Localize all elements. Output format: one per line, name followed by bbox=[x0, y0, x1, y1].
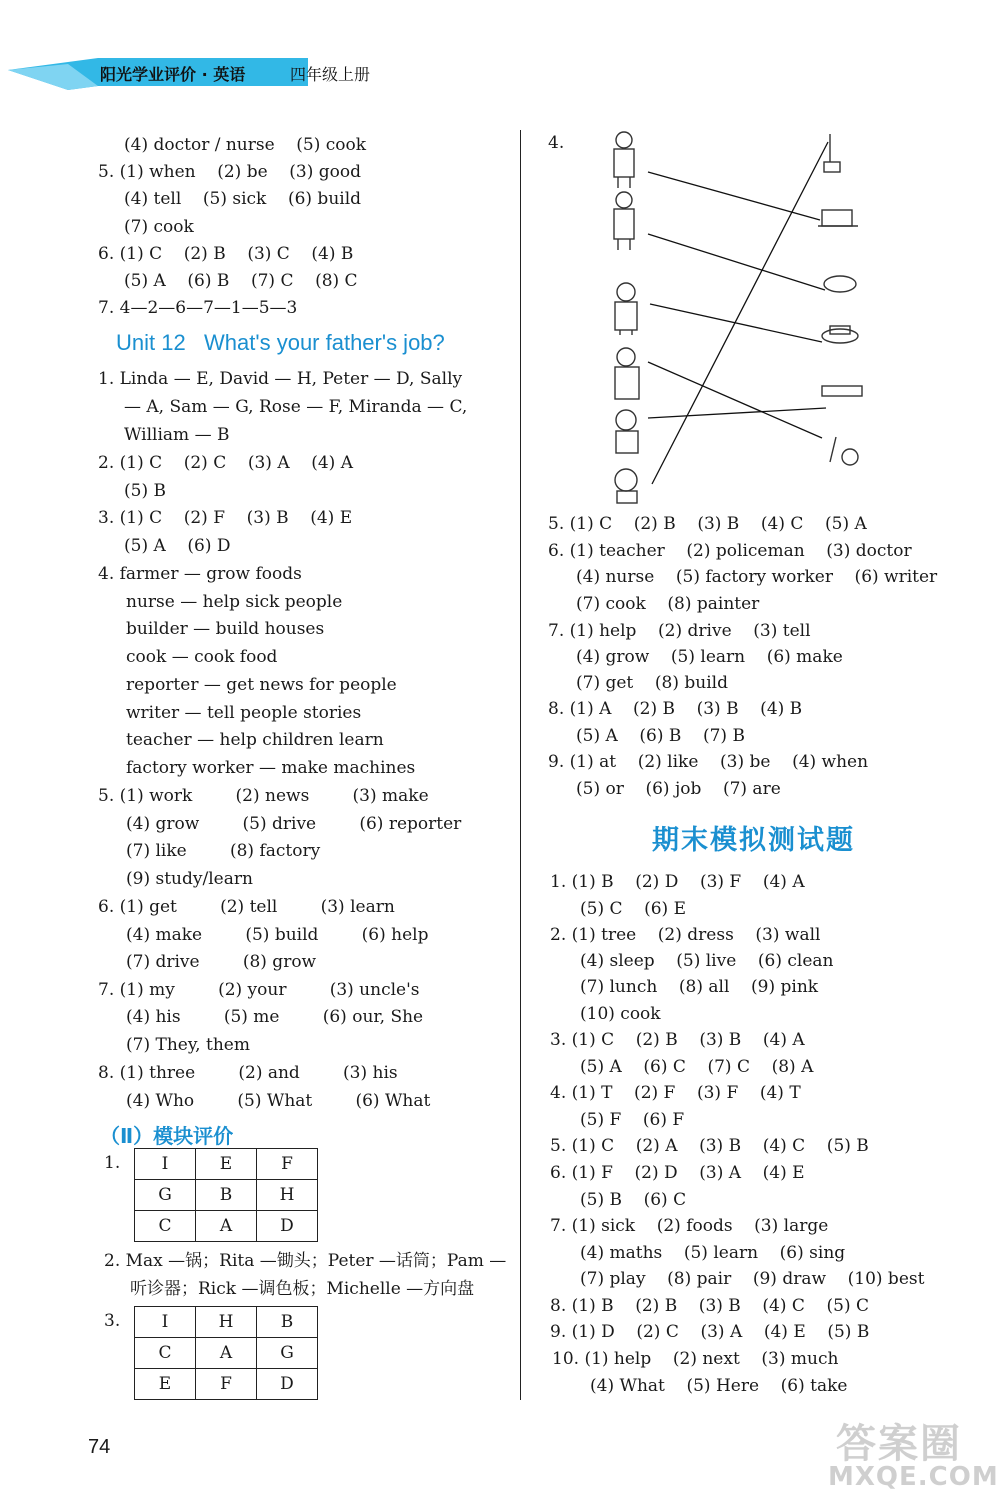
answer-line: 2. (1) C (2) C (3) A (4) A bbox=[98, 453, 353, 473]
exam-title: 期末模拟测试题 bbox=[652, 825, 855, 856]
answer-line: (5) A (6) D bbox=[124, 536, 231, 556]
table-cell: A bbox=[196, 1211, 257, 1242]
table-cell: A bbox=[196, 1338, 257, 1369]
watermark-en: MXQE.COM bbox=[828, 1462, 999, 1492]
person-figure-5 bbox=[616, 410, 638, 453]
answer-line: reporter — get news for people bbox=[126, 675, 397, 695]
answer-line: 1. (1) B (2) D (3) F (4) A bbox=[550, 872, 805, 892]
person-figure-3 bbox=[615, 283, 637, 335]
answer-line: 3. (1) C (2) F (3) B (4) E bbox=[98, 508, 353, 528]
match-line-2 bbox=[648, 234, 825, 290]
answer-line: 1. Linda — E, David — H, Peter — D, Sally bbox=[98, 369, 463, 389]
answer-line: (5) B (6) C bbox=[580, 1190, 687, 1210]
object-hat bbox=[822, 326, 858, 343]
answer-line: 7. 4—2—6—7—1—5—3 bbox=[98, 298, 298, 318]
table-cell: E bbox=[135, 1369, 196, 1400]
answer-line: 8. (1) B (2) B (3) B (4) C (5) C bbox=[550, 1296, 869, 1316]
person-figure-2 bbox=[614, 192, 634, 250]
answer-line: 7. (1) sick (2) foods (3) large bbox=[550, 1216, 829, 1236]
answer-line: (7) drive (8) grow bbox=[126, 952, 317, 972]
answer-line: (5) A (6) C (7) C (8) A bbox=[580, 1057, 814, 1077]
answer-table-3 bbox=[134, 1306, 318, 1400]
answer-line: (7) like (8) factory bbox=[126, 841, 321, 861]
answer-line: teacher — help children learn bbox=[126, 730, 384, 750]
watermark-cn: 答案圈 bbox=[836, 1421, 962, 1467]
table-cell: F bbox=[196, 1369, 257, 1400]
column-divider bbox=[520, 130, 521, 1400]
object-cap bbox=[824, 276, 856, 292]
table-cell: H bbox=[196, 1307, 257, 1338]
table-row bbox=[135, 1180, 318, 1211]
answer-line: (5) C (6) E bbox=[580, 899, 687, 919]
answer-line: (7) cook bbox=[124, 217, 194, 237]
answer-line: 5. (1) C (2) A (3) B (4) C (5) B bbox=[550, 1136, 869, 1156]
answer-line: (4) his (5) me (6) our, She bbox=[126, 1007, 424, 1027]
table-row bbox=[135, 1369, 318, 1400]
answer-line: (4) nurse (5) factory worker (6) writer bbox=[576, 567, 938, 587]
person-figure-1 bbox=[614, 132, 634, 188]
answer-line: (7) play (8) pair (9) draw (10) best bbox=[580, 1269, 925, 1289]
answer-line: nurse — help sick people bbox=[126, 592, 343, 612]
answer-line: (4) Who (5) What (6) What bbox=[126, 1091, 431, 1111]
book-title: 阳光学业评价 · 英语 bbox=[100, 65, 246, 84]
answer-line: 8. (1) three (2) and (3) his bbox=[98, 1063, 398, 1083]
watermark bbox=[828, 1412, 999, 1500]
table-cell: I bbox=[135, 1149, 196, 1180]
table-cell: F bbox=[257, 1149, 318, 1180]
answer-line: (7) lunch (8) all (9) pink bbox=[580, 977, 819, 997]
answer-line: (9) study/learn bbox=[126, 869, 253, 889]
object-pot bbox=[818, 210, 858, 226]
answer-line: (4) What (5) Here (6) take bbox=[590, 1376, 848, 1396]
answer-line: (5) A (6) B (7) C (8) C bbox=[124, 271, 358, 291]
table-cell: C bbox=[135, 1338, 196, 1369]
object-tool bbox=[824, 134, 840, 172]
answer-line: cook — cook food bbox=[126, 647, 278, 667]
answer-line: (4) maths (5) learn (6) sing bbox=[580, 1243, 846, 1263]
table-cell: B bbox=[196, 1180, 257, 1211]
answer-line: (4) grow (5) drive (6) reporter bbox=[126, 814, 462, 834]
answer-line: (10) cook bbox=[580, 1004, 661, 1024]
answer-line: 6. (1) teacher (2) policeman (3) doctor bbox=[548, 541, 912, 561]
table-cell: B bbox=[257, 1307, 318, 1338]
person-figure-4 bbox=[615, 348, 639, 399]
answer-line: 5. (1) C (2) B (3) B (4) C (5) A bbox=[548, 514, 867, 534]
answer-table-1 bbox=[134, 1148, 318, 1242]
answer-line: 9. (1) D (2) C (3) A (4) E (5) B bbox=[550, 1322, 870, 1342]
table-row bbox=[135, 1338, 318, 1369]
answer-line: (7) They, them bbox=[126, 1035, 250, 1055]
answer-line: 6. (1) F (2) D (3) A (4) E bbox=[550, 1163, 805, 1183]
match-line-6 bbox=[652, 142, 828, 484]
answer-line: — A, Sam — G, Rose — F, Miranda — C, bbox=[124, 397, 468, 417]
answer-line: (7) get (8) build bbox=[576, 673, 728, 693]
answer-line: (5) F (6) F bbox=[580, 1110, 685, 1130]
table-cell: C bbox=[135, 1211, 196, 1242]
answer-line: (4) tell (5) sick (6) build bbox=[124, 189, 362, 209]
question-number: 3. bbox=[104, 1311, 121, 1331]
table-cell: G bbox=[257, 1338, 318, 1369]
answer-line: 4. (1) T (2) F (3) F (4) T bbox=[550, 1083, 801, 1103]
answer-line: 5. (1) when (2) be (3) good bbox=[98, 162, 361, 182]
table-cell: E bbox=[196, 1149, 257, 1180]
answer-line: (5) or (6) job (7) are bbox=[576, 779, 781, 799]
answer-line: William — B bbox=[124, 425, 230, 445]
person-figure-6 bbox=[615, 469, 637, 503]
answer-line: factory worker — make machines bbox=[126, 758, 416, 778]
answer-line: 2. Max —锅；Rita —锄头；Peter —话筒；Pam — bbox=[104, 1251, 507, 1271]
answer-line: (4) doctor / nurse (5) cook bbox=[124, 135, 367, 155]
answer-line: (5) B bbox=[124, 481, 166, 501]
match-line-1 bbox=[648, 172, 820, 220]
matching-diagram bbox=[600, 122, 870, 507]
table-cell: D bbox=[257, 1369, 318, 1400]
answer-line: 6. (1) C (2) B (3) C (4) B bbox=[98, 244, 354, 264]
grade-label: 四年级上册 bbox=[290, 65, 371, 84]
table-row bbox=[135, 1307, 318, 1338]
table-cell: G bbox=[135, 1180, 196, 1211]
unit-title: Unit 12 What's your father's job? bbox=[116, 330, 445, 355]
answer-line: 10. (1) help (2) next (3) much bbox=[552, 1349, 839, 1369]
answer-line: 4. farmer — grow foods bbox=[98, 564, 302, 584]
question-number: 1. bbox=[104, 1153, 121, 1173]
table-cell: D bbox=[257, 1211, 318, 1242]
question-number: 4. bbox=[548, 133, 565, 153]
match-line-5 bbox=[648, 408, 826, 418]
answer-line: 6. (1) get (2) tell (3) learn bbox=[98, 897, 395, 917]
answer-line: 8. (1) A (2) B (3) B (4) B bbox=[548, 699, 803, 719]
page-number: 74 bbox=[88, 1436, 111, 1458]
table-row bbox=[135, 1149, 318, 1180]
match-line-4 bbox=[648, 362, 822, 438]
answer-line: (7) cook (8) painter bbox=[576, 594, 760, 614]
section-title: （Ⅱ）模块评价 bbox=[100, 1124, 234, 1148]
answer-line: (5) A (6) B (7) B bbox=[576, 726, 745, 746]
answer-line: 3. (1) C (2) B (3) B (4) A bbox=[550, 1030, 805, 1050]
answer-line: (4) make (5) build (6) help bbox=[126, 925, 429, 945]
answer-line: 7. (1) help (2) drive (3) tell bbox=[548, 621, 811, 641]
answer-line: builder — build houses bbox=[126, 619, 325, 639]
table-cell: I bbox=[135, 1307, 196, 1338]
answer-line: 听诊器；Rick —调色板；Michelle —方向盘 bbox=[130, 1279, 475, 1299]
answer-line: 2. (1) tree (2) dress (3) wall bbox=[550, 925, 821, 945]
answer-line: (4) sleep (5) live (6) clean bbox=[580, 951, 834, 971]
answer-line: 7. (1) my (2) your (3) uncle's bbox=[98, 980, 420, 1000]
answer-line: 5. (1) work (2) news (3) make bbox=[98, 786, 429, 806]
object-stethoscope bbox=[830, 437, 858, 465]
table-row bbox=[135, 1211, 318, 1242]
object-ruler bbox=[822, 386, 862, 396]
match-line-3 bbox=[650, 304, 822, 342]
answer-line: writer — tell people stories bbox=[126, 703, 362, 723]
answer-line: (4) grow (5) learn (6) make bbox=[576, 647, 843, 667]
table-cell: H bbox=[257, 1180, 318, 1211]
answer-line: 9. (1) at (2) like (3) be (4) when bbox=[548, 752, 869, 772]
